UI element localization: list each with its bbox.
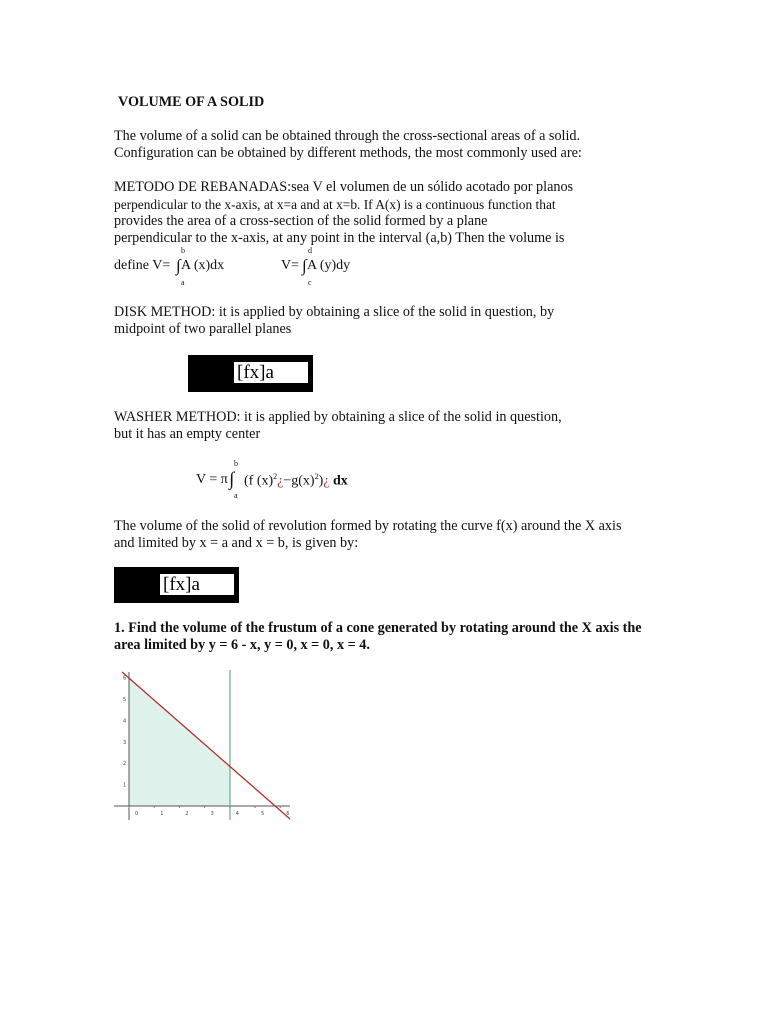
y-tick-label: 1 (123, 782, 127, 789)
x-tick-label: 1 (160, 811, 164, 817)
washer-integrand: (f $(x)^2¿-g(x)^2)¿$ dx (244, 472, 348, 489)
y-tick-label: 3 (123, 739, 127, 746)
revolution-line-2: and limited by x = a and x = b, is given by: (114, 535, 359, 551)
region-graph (112, 668, 294, 824)
x-tick-label: 4 (235, 811, 239, 817)
washer-upper-limit: b (234, 459, 238, 468)
integral-sign-icon: ∫ (176, 256, 181, 275)
slices-line-2: perpendicular to the x-axis, at x=a and at x=b. If A(x) is a continuous function that (114, 197, 556, 212)
problem-line-1: 1. Find the volume of the frustum of a cone generated by rotating around the X axis the (114, 620, 642, 636)
x-tick-label: 5 (261, 811, 265, 817)
x-tick-label: 0 (135, 811, 139, 817)
y-tick-label: 5 (123, 697, 127, 703)
intro-line-2: Configuration can be obtained by different methods, the most commonly used are: (114, 145, 582, 161)
y-tick-label: 2 (123, 761, 127, 768)
washer-line-2: but it has an empty center (114, 426, 261, 442)
problem-line-2: area limited by y = 6 - x, y = 0, x = 0, x = 4. (114, 637, 370, 653)
page-title: VOLUME OF A SOLID (118, 94, 265, 110)
integral-sign-icon: ∫ (302, 256, 307, 275)
shaded-region (129, 678, 230, 806)
x-tick-label: 3 (210, 811, 214, 817)
formula2-upper-limit: d (308, 246, 312, 255)
intro-line-1: The volume of a solid can be obtained through the cross-sectional areas of a solid. (114, 128, 581, 144)
y-tick-label: 4 (123, 718, 127, 725)
washer-line-1: WASHER METHOD: it is applied by obtaining a slice of the solid in question, (114, 409, 562, 425)
formula1-lower-limit: a (181, 278, 185, 287)
slices-line-1: METODO DE REBANADAS:sea V el volumen de un sólido acotado por planos (114, 179, 574, 195)
revolution-line-1: The volume of the solid of revolution formed by rotating the curve f(x) around the X axis (114, 518, 622, 534)
formula1-body: A (x)dx (181, 258, 225, 273)
revolution-formula-box (114, 567, 239, 603)
formula2-prefix: V= (281, 258, 300, 273)
washer-lower-limit: a (234, 491, 238, 500)
formula1-upper-limit: b (181, 246, 185, 255)
disk-formula-text: [fx]a (234, 362, 308, 383)
formula2-body: A (y)dy (307, 258, 351, 273)
disk-line-2: midpoint of two parallel planes (114, 321, 292, 337)
integral-sign-icon: ∫ (229, 469, 235, 490)
washer-lhs: V = π (196, 472, 228, 487)
x-tick-label: 6 (286, 811, 290, 817)
formula-prefix: define V= (114, 258, 171, 273)
revolution-formula-text: [fx]a (160, 574, 234, 595)
y-tick-label: 6 (123, 675, 127, 682)
disk-line-1: DISK METHOD: it is applied by obtaining a slice of the solid in question, by (114, 304, 555, 320)
slices-line-3: provides the area of a cross-section of the solid formed by a plane (114, 213, 488, 229)
formula2-lower-limit: c (308, 278, 312, 287)
x-tick-label: 2 (185, 811, 189, 817)
disk-formula-box (188, 355, 313, 392)
slices-line-4: perpendicular to the x-axis, at any point in the interval (a,b) Then the volume is (114, 230, 565, 246)
